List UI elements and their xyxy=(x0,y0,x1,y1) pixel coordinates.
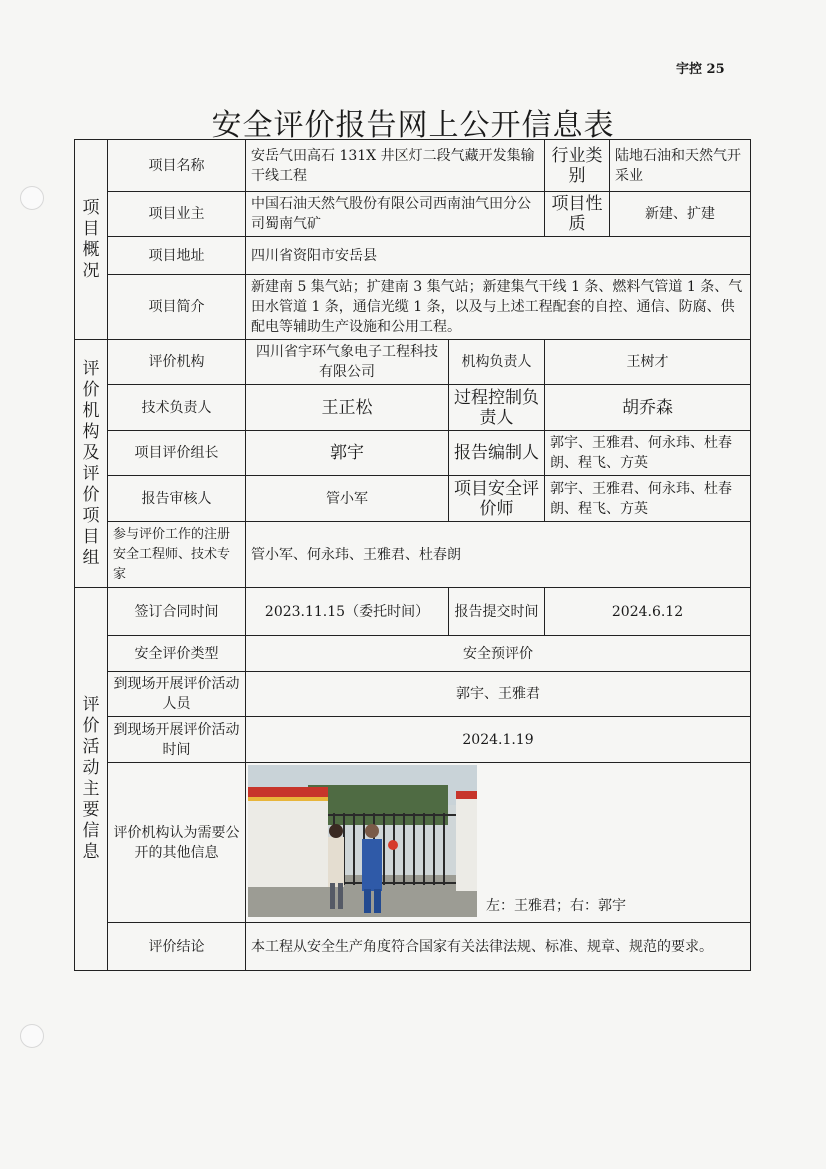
contract-date-label: 签订合同时间 xyxy=(108,588,246,636)
site-photo xyxy=(248,765,477,917)
site-time-value: 2024.1.19 xyxy=(246,717,751,763)
project-name-label: 项目名称 xyxy=(108,140,246,192)
page-title: 安全评价报告网上公开信息表 xyxy=(211,108,615,143)
participants-label: 参与评价工作的注册安全工程师、技术专家 xyxy=(108,522,246,588)
agency-value: 四川省宇环气象电子工程科技有限公司 xyxy=(246,340,449,385)
agency-head-label: 机构负责人 xyxy=(449,340,545,385)
section-activity: 评价活动主要信息 xyxy=(75,588,108,971)
site-people-value: 郭宇、王雅君 xyxy=(246,672,751,717)
section-overview: 项目概况 xyxy=(75,140,108,340)
industry-label: 行业类别 xyxy=(545,140,610,192)
report-writer-label: 报告编制人 xyxy=(449,431,545,476)
reviewer-value: 管小军 xyxy=(246,476,449,522)
intro-label: 项目简介 xyxy=(108,275,246,340)
nature-value: 新建、扩建 xyxy=(610,192,751,237)
eval-type-value: 安全预评价 xyxy=(246,636,751,672)
team-leader-value: 郭宇 xyxy=(246,431,449,476)
info-table xyxy=(74,139,751,971)
conclusion-label: 评价结论 xyxy=(108,923,246,971)
industry-value: 陆地石油和天然气开采业 xyxy=(610,140,751,192)
owner-label: 项目业主 xyxy=(108,192,246,237)
process-control-value: 胡乔森 xyxy=(545,385,751,431)
project-name-value: 安岳气田高石 131X 井区灯二段气藏开发集输干线工程 xyxy=(246,140,545,192)
agency-head-value: 王树才 xyxy=(545,340,751,385)
other-info-label: 评价机构认为需要公开的其他信息 xyxy=(108,763,246,923)
site-people-label: 到现场开展评价活动人员 xyxy=(108,672,246,717)
safety-assessor-value: 郭宇、王雅君、何永玮、杜春朗、程飞、方英 xyxy=(545,476,751,522)
reviewer-label: 报告审核人 xyxy=(108,476,246,522)
photo-caption: 左：王雅君；右：郭宇 xyxy=(486,898,626,914)
conclusion-value: 本工程从安全生产角度符合国家有关法律法规、标准、规章、规范的要求。 xyxy=(246,923,751,971)
eval-type-label: 安全评价类型 xyxy=(108,636,246,672)
report-writer-value: 郭宇、王雅君、何永玮、杜春朗、程飞、方英 xyxy=(545,431,751,476)
document-code: 宇控 25 xyxy=(676,62,725,77)
section-org: 评价机构及评价项目组 xyxy=(75,340,108,588)
punch-hole xyxy=(20,1024,44,1048)
punch-hole xyxy=(20,186,44,210)
other-info-cell xyxy=(246,763,751,923)
participants-value: 管小军、何永玮、王雅君、杜春朗 xyxy=(246,522,751,588)
team-leader-label: 项目评价组长 xyxy=(108,431,246,476)
submit-date-label: 报告提交时间 xyxy=(449,588,545,636)
tech-lead-label: 技术负责人 xyxy=(108,385,246,431)
address-label: 项目地址 xyxy=(108,237,246,275)
agency-label: 评价机构 xyxy=(108,340,246,385)
site-time-label: 到现场开展评价活动时间 xyxy=(108,717,246,763)
nature-label: 项目性质 xyxy=(545,192,610,237)
contract-date-value: 2023.11.15（委托时间） xyxy=(246,588,449,636)
address-value: 四川省资阳市安岳县 xyxy=(246,237,751,275)
submit-date-value: 2024.6.12 xyxy=(545,588,751,636)
safety-assessor-label: 项目安全评价师 xyxy=(449,476,545,522)
owner-value: 中国石油天然气股份有限公司西南油气田分公司蜀南气矿 xyxy=(246,192,545,237)
process-control-label: 过程控制负责人 xyxy=(449,385,545,431)
tech-lead-value: 王正松 xyxy=(246,385,449,431)
intro-value: 新建南 5 集气站；扩建南 3 集气站；新建集气干线 1 条、燃料气管道 1 条、气田水管道 1 条，通信光缆 1 条，以及与上述工程配套的自控、通信、防腐、供配电等辅助生产设施和公用工程。 xyxy=(246,275,751,340)
